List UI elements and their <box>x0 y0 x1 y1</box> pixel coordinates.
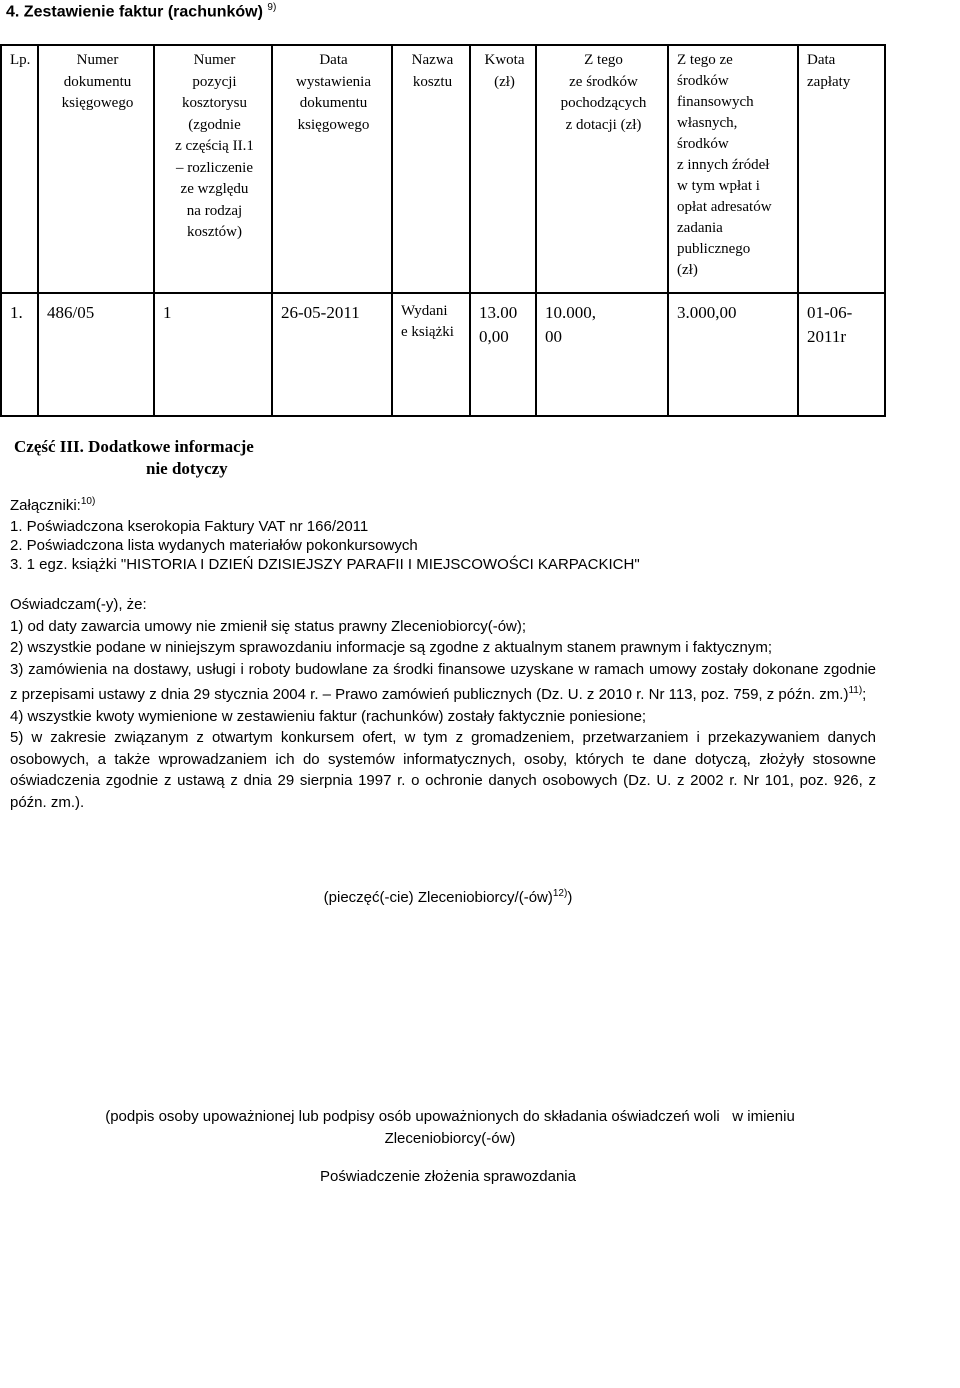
cell-lp: 1. <box>1 293 38 416</box>
signature-line-1: (podpis osoby upoważnionej lub podpisy osób upoważnionych do składania oświadczeń woli w imieniu <box>105 1108 795 1125</box>
cell-document-number: 486/05 <box>38 293 154 416</box>
header-payment-date: Data zapłaty <box>798 45 885 293</box>
header-issue-date: Data wystawienia dokumentu księgowego <box>272 45 392 293</box>
cell-grant-funds: 10.000, 00 <box>536 293 668 416</box>
header-own-funds: Z tego ze środków finansowych własnych, środków z innych źródeł w tym wpłat i opłat adresatów zadania publicznego (zł) <box>668 45 798 293</box>
declaration-point-1: 1) od daty zawarcia umowy nie zmienił się status prawny Zleceniobiorcy(-ów); <box>10 617 527 635</box>
cell-payment-date: 01-06- 2011r <box>798 293 885 416</box>
declaration-point-3: 3) zamówienia na dostawy, usługi i roboty budowlane za środki finansowe uzyskane w ramach umowy zostały dokonane zgodnie z przepisami ustawy z dnia 29 stycznia 2004 r. – Prawo zamówień publicznych (Dz. U. z 2010 r. Nr 113, poz. 759, z późn. zm.)$^{11)}$; <box>10 660 876 703</box>
cell-issue-date: 26-05-2011 <box>272 293 392 416</box>
cell-cost-item-number: 1 <box>154 293 272 416</box>
confirmation-caption: Poświadczenie złożenia sprawozdania <box>320 1168 576 1185</box>
section-title-text: 4. Zestawienie faktur (rachunków) <box>6 3 263 21</box>
declaration-intro: Oświadczam(-y), że: <box>10 596 147 613</box>
header-cost-name: Nazwa kosztu <box>392 45 470 293</box>
header-lp: Lp. <box>1 45 38 293</box>
declaration-point-2: 2) wszystkie podane w niniejszym sprawozdaniu informacje są zgodne z aktualnym stanem prawnym i faktycznym; <box>10 639 772 656</box>
header-cost-item-number: Numer pozycji kosztorysu (zgodnie z częścią II.1 – rozliczenie ze względu na rodzaj kosztów) <box>154 45 272 293</box>
cell-cost-name: Wydani e książki <box>392 293 470 416</box>
declaration-point-5: 5) w zakresie związanym z otwartym konkursem ofert, w tym z gromadzeniem, przetwarzaniem i przekazywaniem danych osobowych, a także wprowadzaniem ich do systemów informatycznych, osoby, których te dane dotyczą, złożyły stosowne oświadczenia zgodnie z ustawą z dnia 29 sierpnia 1997 r. o ochronie danych osobowych (Dz. U. z 2002 r. Nr 101, poz. 926, z późn. zm.). <box>10 729 876 811</box>
cell-amount: 13.00 0,00 <box>470 293 536 416</box>
header-amount: Kwota (zł) <box>470 45 536 293</box>
header-grant-funds: Z tego ze środków pochodzących z dotacji (zł) <box>536 45 668 293</box>
attachments-footnote: 10) <box>80 496 96 507</box>
attachment-item: 3. 1 egz. książki "HISTORIA I DZIEŃ DZISIEJSZY PARAFII I MIEJSCOWOŚCI KARPACKICH" <box>10 556 640 573</box>
declaration-point-4: 4) wszystkie kwoty wymienione w zestawieniu faktur (rachunków) zostały faktycznie poniesione; <box>10 707 647 725</box>
signature-caption <box>40 1106 860 1150</box>
attachment-item: 1. Poświadczona kserokopia Faktury VAT nr 166/2011 <box>10 518 369 535</box>
attachments-label: Załączniki: <box>10 497 81 514</box>
cell-own-funds: 3.000,00 <box>668 293 798 416</box>
table-row <box>1 293 885 416</box>
attachment-item: 2. Poświadczona lista wydanych materiałów pokonkursowych <box>10 537 418 554</box>
table-header-row <box>1 45 885 293</box>
part3-note: nie dotyczy <box>146 459 228 478</box>
part3-title: Część III. Dodatkowe informacje <box>14 437 254 456</box>
header-document-number: Numer dokumentu księgowego <box>38 45 154 293</box>
part3-block <box>14 436 254 480</box>
signature-line-2: Zleceniobiorcy(-ów) <box>384 1130 516 1147</box>
attachments-label-line <box>10 492 640 515</box>
section-footnote: 9) <box>267 2 277 13</box>
section-title <box>6 2 276 21</box>
stamp-caption: (pieczęć(-cie) Zleceniobiorcy/(-ów)$^{12)}$) <box>323 888 573 906</box>
attachments-block <box>10 492 640 574</box>
invoice-table <box>0 44 886 417</box>
declaration-block <box>10 594 876 813</box>
